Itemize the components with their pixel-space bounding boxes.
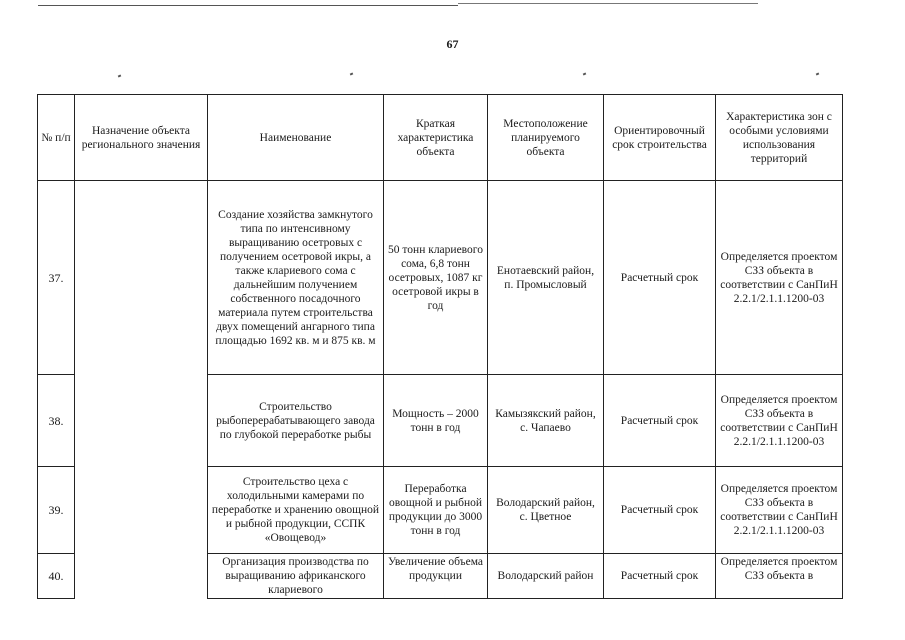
col-header-zones: Характеристика зон с особыми условиями использования территорий: [716, 95, 843, 181]
row-name: Строительство цеха с холодильными камерами по переработке и хранению овощной и рыбной продукции, ССПК «Овощевод»: [208, 467, 384, 554]
col-header-location: Местоположение планируемого объекта: [488, 95, 604, 181]
top-rule: [458, 3, 758, 4]
row-location: Енотаевский район, п. Промысловый: [488, 181, 604, 375]
table-row: [38, 554, 843, 599]
row-term: Расчетный срок: [604, 467, 716, 554]
row-number: 37.: [38, 181, 75, 375]
row-name: Строительство рыбоперерабатывающего завода по глубокой переработке рыбы: [208, 375, 384, 467]
row-number: 40.: [38, 554, 75, 599]
row-name: Организация производства по выращиванию африканского клариевого: [208, 554, 384, 599]
objects-table: [37, 94, 843, 599]
col-header-term: Ориентировочный срок строительства: [604, 95, 716, 181]
row-number: 39.: [38, 467, 75, 554]
scan-speck: [816, 72, 820, 75]
row-location: Камызякский район, с. Чапаево: [488, 375, 604, 467]
scan-speck: [583, 72, 587, 75]
row-term: Расчетный срок: [604, 554, 716, 599]
table-row: [38, 375, 843, 467]
row-purpose: [75, 181, 208, 375]
row-number: 38.: [38, 375, 75, 467]
row-location: Володарский район, с. Цветное: [488, 467, 604, 554]
row-zones: Определяется проектом СЗЗ объекта в соответствии с СанПиН 2.2.1/2.1.1.1200-03: [716, 181, 843, 375]
col-header-purpose: Назначение объекта регионального значения: [75, 95, 208, 181]
table-row: [38, 467, 843, 554]
scan-speck: [118, 74, 122, 77]
row-zones: Определяется проектом СЗЗ объекта в: [716, 554, 843, 599]
row-purpose: [75, 467, 208, 554]
row-characteristic: Переработка овощной и рыбной продукции до 3000 тонн в год: [384, 467, 488, 554]
row-characteristic: 50 тонн клариевого сома, 6,8 тонн осетровых, 1087 кг осетровой икры в год: [384, 181, 488, 375]
scan-speck: [350, 72, 354, 75]
row-characteristic: Мощность – 2000 тонн в год: [384, 375, 488, 467]
table-row: [38, 181, 843, 375]
col-header-number: № п/п: [38, 95, 75, 181]
row-term: Расчетный срок: [604, 181, 716, 375]
row-name: Создание хозяйства замкнутого типа по интенсивному выращиванию осетровых с получением осетровой икры, а также клариевого сома с дальнейшим получением собственного посадочного материала путем строительства двух помещений ангарного типа площадью 1692 кв. м и 875 кв. м: [208, 181, 384, 375]
top-rule: [38, 5, 458, 6]
page-number: 67: [446, 37, 459, 51]
row-zones: Определяется проектом СЗЗ объекта в соответствии с СанПиН 2.2.1/2.1.1.1200-03: [716, 467, 843, 554]
col-header-name: Наименование: [208, 95, 384, 181]
row-location: Володарский район: [488, 554, 604, 599]
table-header-row: [38, 95, 843, 181]
row-term: Расчетный срок: [604, 375, 716, 467]
row-characteristic: Увеличение объема продукции: [384, 554, 488, 599]
col-header-characteristic: Краткая характеристика объекта: [384, 95, 488, 181]
row-purpose: [75, 554, 208, 599]
row-purpose: [75, 375, 208, 467]
row-zones: Определяется проектом СЗЗ объекта в соответствии с СанПиН 2.2.1/2.1.1.1200-03: [716, 375, 843, 467]
